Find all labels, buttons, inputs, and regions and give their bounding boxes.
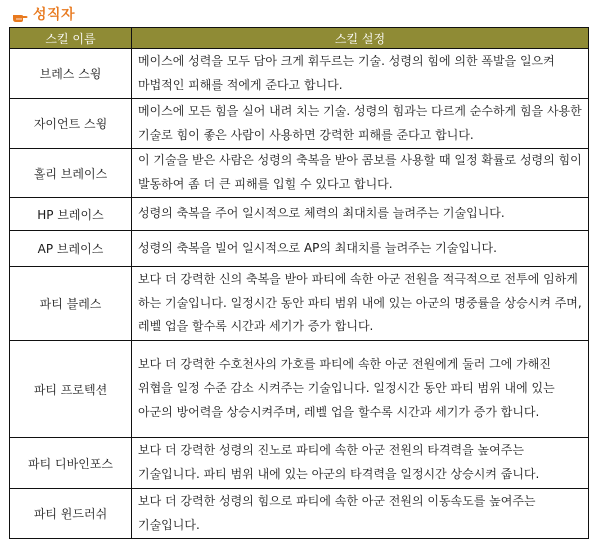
skill-description: 보다 더 강력한 성령의 진노로 파티에 속한 아군 전원의 타격력을 높여주는 기술입니다. 파티 범위 내에 있는 아군의 타격력을 일정시간 상승시켜 줍니다. xyxy=(132,438,589,489)
skill-description: 성령의 축복을 주어 일시적으로 체력의 최대치를 늘려주는 기술입니다. xyxy=(132,198,589,231)
skill-name: 파티 디바인포스 xyxy=(10,438,132,489)
pointing-hand-icon xyxy=(12,8,28,20)
table-row xyxy=(10,341,589,438)
skill-description: 성령의 축복을 빌어 일시적으로 AP의 최대치를 늘려주는 기술입니다. xyxy=(132,231,589,267)
table-row xyxy=(10,489,589,539)
skill-name: 브레스 스윙 xyxy=(10,49,132,99)
section-title: 성직자 xyxy=(33,7,76,23)
table-header-row xyxy=(10,28,589,49)
skill-description: 보다 더 강력한 수호천사의 가호를 파티에 속한 아군 전원에게 둘러 그에 가해진 위협을 일정 수준 감소 시켜주는 기술입니다. 일정시간 동안 파티 범위 내에 있는 아군의 방어력을 상승시켜주며, 레벨 업을 할수록 시간과 세기가 증가 합니다. xyxy=(132,341,589,438)
table-row xyxy=(10,149,589,198)
skill-name: 파티 블레스 xyxy=(10,267,132,341)
table-row xyxy=(10,267,589,341)
table-row xyxy=(10,231,589,267)
skill-description: 메이스에 성력을 모두 담아 크게 휘두르는 기술. 성령의 힘에 의한 폭발을 일으켜 마법적인 피해를 적에게 준다고 합니다. xyxy=(132,49,589,99)
skill-table xyxy=(9,27,589,539)
skill-name: 파티 프로텍션 xyxy=(10,341,132,438)
skill-name: AP 브레이스 xyxy=(10,231,132,267)
skill-description: 보다 더 강력한 신의 축복을 받아 파티에 속한 아군 전원을 적극적으로 전투에 임하게 하는 기술입니다. 일정시간 동안 파티 범위 내에 있는 아군의 명중률을 상승시켜 주며, 레벨 업을 할수록 시간과 세기가 증가 합니다. xyxy=(132,267,589,341)
skill-description: 메이스에 모든 힘을 실어 내려 치는 기술. 성령의 힘과는 다르게 순수하게 힘을 사용한 기술로 힘이 좋은 사람이 사용하면 강력한 피해를 준다고 합니다. xyxy=(132,99,589,149)
skill-description: 보다 더 강력한 성령의 힘으로 파티에 속한 아군 전원의 이동속도를 높여주는 기술입니다. xyxy=(132,489,589,539)
table-row xyxy=(10,438,589,489)
skill-description: 이 기술을 받은 사람은 성령의 축복을 받아 콤보를 사용할 때 일정 확률로 성령의 힘이 발동하여 좀 더 큰 피해를 입힐 수 있다고 합니다. xyxy=(132,149,589,198)
column-header-skill-description: 스킬 설정 xyxy=(132,28,589,49)
skill-name: HP 브레이스 xyxy=(10,198,132,231)
skill-name: 홀리 브레이스 xyxy=(10,149,132,198)
column-header-skill-name: 스킬 이름 xyxy=(10,28,132,49)
table-row xyxy=(10,49,589,99)
skill-name: 자이언트 스윙 xyxy=(10,99,132,149)
skill-name: 파티 윈드러쉬 xyxy=(10,489,132,539)
table-row xyxy=(10,99,589,149)
table-row xyxy=(10,198,589,231)
section-heading xyxy=(12,4,75,24)
